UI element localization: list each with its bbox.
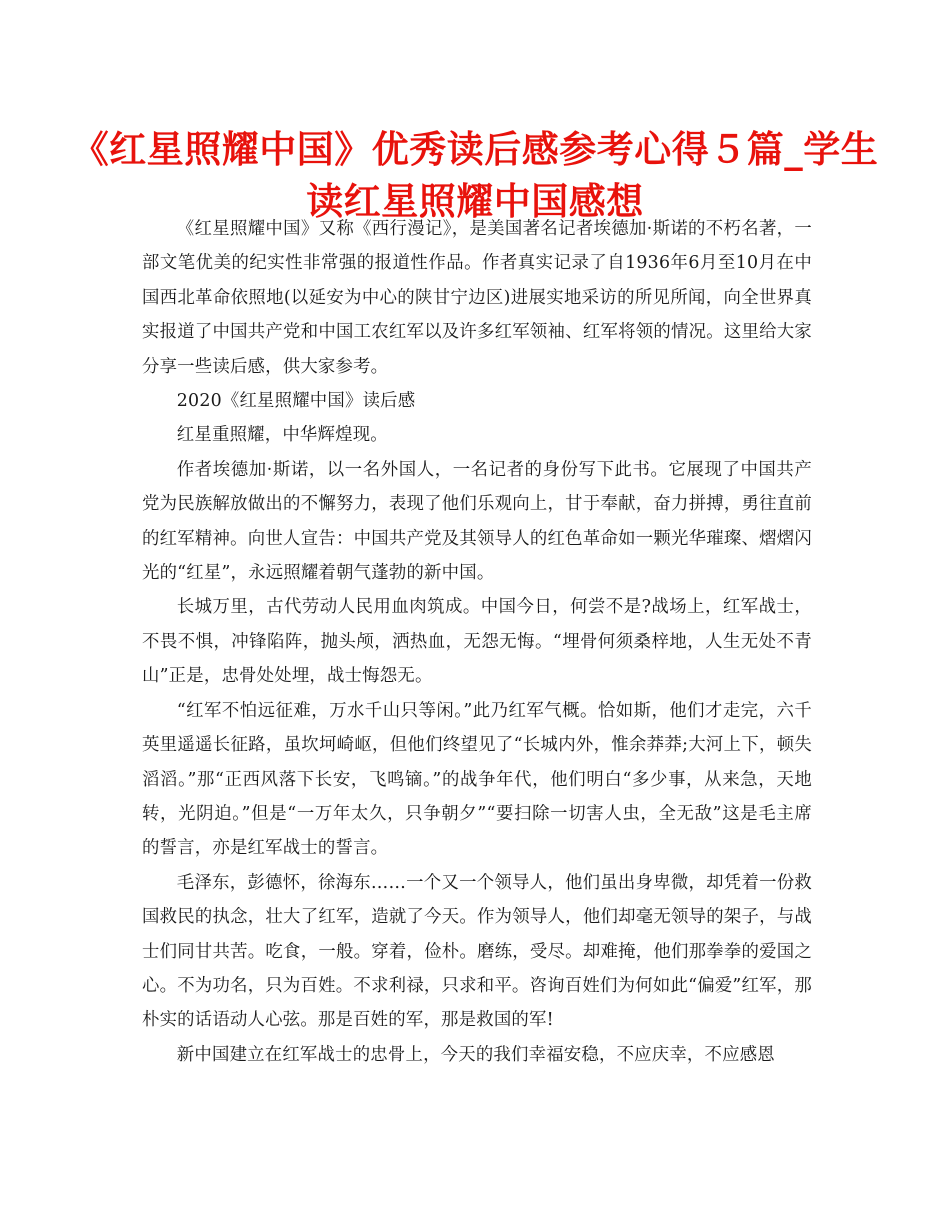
intro-paragraph: 《红星照耀中国》又称《西行漫记》，是美国著名记者埃德加·斯诺的不朽名著，一部文笔优美的纪实性非常强的报道性作品。作者真实记录了自1936年6月至10月在中国西北革命依照地(以延安为中心的陕甘宁边区)进展实地采访的所见所闻，向全世界真实报道了中国共产党和中国工农红军以及许多红军领袖、红军将领的情况。这里给大家分享一些读后感，供大家参考。	[142, 219, 812, 377]
body-paragraph: 新中国建立在红军战士的忠骨上，今天的我们幸福安稳，不应庆幸，不应感恩	[176, 1044, 775, 1065]
body-paragraph: “红军不怕远征难，万水千山只等闲。”此乃红军气概。恰如斯，他们才走完，六千英里遥遥长征路，虽坎坷崎岖，但他们终望见了“长城内外，惟余莽莽;大河上下，顿失滔滔。”那“正西风落下长安，飞鸣镝。”的战争年代，他们明白“多少事，从来急，天地转，光阴迫。”但是“一万年太久，只争朝夕”“要扫除一切害人虫，全无敌”这是毛主席的誓言，亦是红军战士的誓言。	[142, 700, 812, 859]
body-paragraph: 红星重照耀，中华辉煌现。	[176, 425, 388, 446]
body-paragraph: 长城万里，古代劳动人民用血肉筑成。中国今日，何尝不是?战场上，红军战士，不畏不惧，冲锋陷阵，抛头颅，洒热血，无怨无悔。“埋骨何须桑梓地，人生无处不青山”正是，忠骨处处埋，战士悔怨无。	[142, 597, 812, 687]
document-title: 《红星照耀中国》优秀读后感参考心得５篇_学生读红星照耀中国感想	[71, 128, 879, 223]
body-paragraph: 毛泽东，彭德怀，徐海东……一个又一个领导人，他们虽出身卑微，却凭着一份救国救民的执念，壮大了红军，造就了今天。作为领导人，他们却毫无领导的架子，与战士们同甘共苦。吃食，一般。穿着，俭朴。磨练，受尽。却难掩，他们那拳拳的爱国之心。不为功名，只为百姓。不求利禄，只求和平。咨询百姓们为何如此“偏爱”红军，那朴实的话语动人心弦。那是百姓的军，那是救国的军!	[142, 872, 812, 1031]
body-paragraph: 作者埃德加·斯诺，以一名外国人，一名记者的身份写下此书。它展现了中国共产党为民族解放做出的不懈努力，表现了他们乐观向上，甘于奉献，奋力拼搏，勇往直前的红军精神。向世人宣告：中国共产党及其领导人的红色革命如一颗光华璀璨、熠熠闪光的“红星”，永远照耀着朝气蓬勃的新中国。	[142, 459, 812, 584]
section-heading: 2020《红星照耀中国》读后感	[176, 391, 416, 412]
document-body	[142, 212, 812, 1072]
